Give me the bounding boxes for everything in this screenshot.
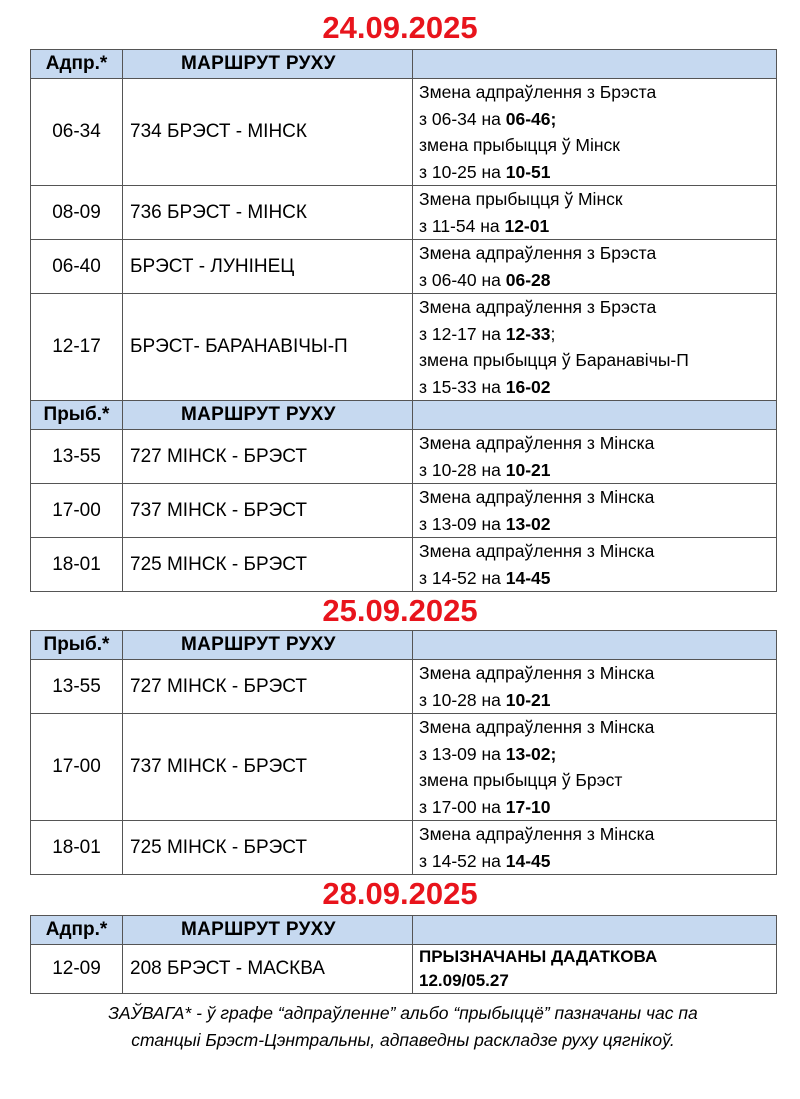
changed-time: 06-28: [505, 269, 551, 290]
header-col1: Прыб.*: [31, 401, 123, 430]
table-row: [31, 945, 777, 994]
change-note-line: [419, 714, 776, 741]
table-row: [31, 484, 777, 538]
header-col3: [413, 631, 777, 660]
table-header-row: [31, 916, 777, 945]
change-note-line: [419, 484, 776, 511]
note-text: з 06-34 на: [419, 108, 506, 129]
change-note-cell: [413, 240, 777, 294]
table-row: [31, 430, 777, 484]
header-col3: [413, 401, 777, 430]
table-row: [31, 821, 777, 875]
block-departures: [31, 916, 777, 994]
note-text: з 14-52 на: [419, 567, 506, 588]
changed-time: 06-46;: [505, 108, 557, 129]
footnote: [30, 1000, 776, 1054]
note-text: Змена адпраўлення з Мінска: [419, 717, 655, 737]
route-cell: 208 БРЭСТ - МАСКВА: [123, 945, 413, 994]
note-text: Змена адпраўлення з Брэста: [419, 243, 657, 263]
note-text: змена прыбыцця ў Мінск: [419, 135, 620, 155]
note-text: Змена адпраўлення з Мінска: [419, 663, 655, 683]
changed-time: 12-33: [505, 323, 551, 344]
route-cell: 725 МІНСК - БРЭСТ: [123, 821, 413, 875]
change-note-line: [419, 430, 776, 457]
route-cell: БРЭСТ- БАРАНАВІЧЫ-П: [123, 294, 413, 401]
table-row: [31, 240, 777, 294]
time-cell: 13-55: [31, 430, 123, 484]
route-cell: 725 МІНСК - БРЭСТ: [123, 538, 413, 592]
change-note-line: [419, 267, 776, 294]
note-text: з 10-28 на: [419, 689, 506, 710]
note-text: Змена адпраўлення з Мінска: [419, 541, 655, 561]
header-col1: Адпр.*: [31, 916, 123, 945]
schedule-table-1: [30, 49, 777, 592]
note-text: з 15-33 на: [419, 376, 506, 397]
change-note-line: [419, 106, 776, 133]
change-note-line: [419, 321, 776, 348]
note-text: змена прыбыцця ў Брэст: [419, 770, 623, 790]
changed-time: ПРЫЗНАЧАНЫ ДАДАТКОВА: [419, 947, 658, 966]
change-note-line: [419, 821, 776, 848]
table-header-row: [31, 401, 777, 430]
changed-time: 16-02: [505, 376, 551, 397]
note-text: ;: [550, 323, 556, 344]
time-cell: 06-34: [31, 79, 123, 186]
change-note-line: [419, 457, 776, 484]
table-header-row: [31, 50, 777, 79]
change-note-cell: [413, 484, 777, 538]
changed-time: 17-10: [505, 796, 551, 817]
note-text: з 06-40 на: [419, 269, 506, 290]
change-note-line: [419, 186, 776, 213]
note-text: Змена прыбыцця ў Мінск: [419, 189, 623, 209]
change-note-line: [419, 294, 776, 321]
changed-time: 14-45: [505, 850, 551, 871]
change-note-line: [419, 347, 776, 374]
route-cell: 737 МІНСК - БРЭСТ: [123, 484, 413, 538]
route-cell: 727 МІНСК - БРЭСТ: [123, 660, 413, 714]
header-col2: МАРШРУТ РУХУ: [123, 401, 413, 430]
time-cell: 12-17: [31, 294, 123, 401]
note-text: Змена адпраўлення з Мінска: [419, 824, 655, 844]
time-cell: 13-55: [31, 660, 123, 714]
footnote-line-2: станцыі Брэст-Цэнтральны, адпаведны раскладзе руху цягнікоў.: [131, 1030, 675, 1050]
change-note-line: [419, 848, 776, 875]
change-note-line: [419, 240, 776, 267]
changed-time: 14-45: [505, 567, 551, 588]
time-cell: 06-40: [31, 240, 123, 294]
route-cell: 727 МІНСК - БРЭСТ: [123, 430, 413, 484]
change-note-line: [419, 511, 776, 538]
note-text: з 12-17 на: [419, 323, 506, 344]
header-col2: МАРШРУТ РУХУ: [123, 916, 413, 945]
changed-time: 10-21: [505, 689, 551, 710]
note-text: Змена адпраўлення з Брэста: [419, 82, 657, 102]
header-col2: МАРШРУТ РУХУ: [123, 50, 413, 79]
header-col3: [413, 916, 777, 945]
note-text: Змена адпраўлення з Мінска: [419, 487, 655, 507]
change-note-cell: [413, 186, 777, 240]
header-col1: Адпр.*: [31, 50, 123, 79]
change-note-line: [419, 159, 776, 186]
table-row: [31, 538, 777, 592]
route-cell: 734 БРЭСТ - МІНСК: [123, 79, 413, 186]
time-cell: 18-01: [31, 821, 123, 875]
date-heading-1: 24.09.2025: [322, 10, 478, 45]
changed-time: 10-51: [505, 161, 551, 182]
table-row: [31, 714, 777, 821]
changed-time: 12.09/05.27: [419, 971, 509, 990]
change-note-line: [419, 741, 776, 768]
note-text: Змена адпраўлення з Брэста: [419, 297, 657, 317]
note-text: з 14-52 на: [419, 850, 506, 871]
change-note-cell: [413, 714, 777, 821]
block-arrivals: [31, 631, 777, 875]
change-note-line: [419, 565, 776, 592]
block-departures: [31, 50, 777, 401]
note-text: з 10-28 на: [419, 459, 506, 480]
schedule-table-3: [30, 915, 777, 994]
change-note-line: [419, 945, 776, 969]
schedule-table-2: [30, 630, 777, 875]
note-text: з 11-54 на: [419, 215, 505, 236]
change-note-line: [419, 79, 776, 106]
change-note-cell: [413, 945, 777, 994]
changed-time: 10-21: [505, 459, 551, 480]
note-text: з 17-00 на: [419, 796, 506, 817]
changed-time: 12-01: [504, 215, 550, 236]
block-arrivals: [31, 401, 777, 592]
route-cell: БРЭСТ - ЛУНІНЕЦ: [123, 240, 413, 294]
change-note-line: [419, 767, 776, 794]
change-note-cell: [413, 821, 777, 875]
change-note-cell: [413, 660, 777, 714]
change-note-line: [419, 794, 776, 821]
route-cell: 736 БРЭСТ - МІНСК: [123, 186, 413, 240]
change-note-cell: [413, 79, 777, 186]
change-note-line: [419, 687, 776, 714]
change-note-line: [419, 374, 776, 401]
time-cell: 17-00: [31, 714, 123, 821]
table-row: [31, 294, 777, 401]
time-cell: 12-09: [31, 945, 123, 994]
note-text: змена прыбыцця ў Баранавічы-П: [419, 350, 689, 370]
time-cell: 08-09: [31, 186, 123, 240]
change-note-line: [419, 660, 776, 687]
table-header-row: [31, 631, 777, 660]
change-note-cell: [413, 538, 777, 592]
time-cell: 17-00: [31, 484, 123, 538]
change-note-line: [419, 132, 776, 159]
footnote-line-1: ЗАЎВАГА* - ў графе “адпраўленне” альбо “прыбыццё” пазначаны час па: [108, 1003, 698, 1023]
header-col3: [413, 50, 777, 79]
date-heading-2: 25.09.2025: [322, 593, 478, 628]
date-heading-3: 28.09.2025: [322, 876, 478, 911]
header-col1: Прыб.*: [31, 631, 123, 660]
change-note-line: [419, 213, 776, 240]
changed-time: 13-02;: [505, 743, 557, 764]
table-row: [31, 79, 777, 186]
note-text: Змена адпраўлення з Мінска: [419, 433, 655, 453]
change-note-line: [419, 969, 776, 993]
note-text: з 13-09 на: [419, 743, 506, 764]
note-text: з 13-09 на: [419, 513, 506, 534]
time-cell: 18-01: [31, 538, 123, 592]
note-text: з 10-25 на: [419, 161, 506, 182]
table-row: [31, 186, 777, 240]
changed-time: 13-02: [505, 513, 551, 534]
header-col2: МАРШРУТ РУХУ: [123, 631, 413, 660]
change-note-cell: [413, 430, 777, 484]
change-note-line: [419, 538, 776, 565]
route-cell: 737 МІНСК - БРЭСТ: [123, 714, 413, 821]
table-row: [31, 660, 777, 714]
change-note-cell: [413, 294, 777, 401]
